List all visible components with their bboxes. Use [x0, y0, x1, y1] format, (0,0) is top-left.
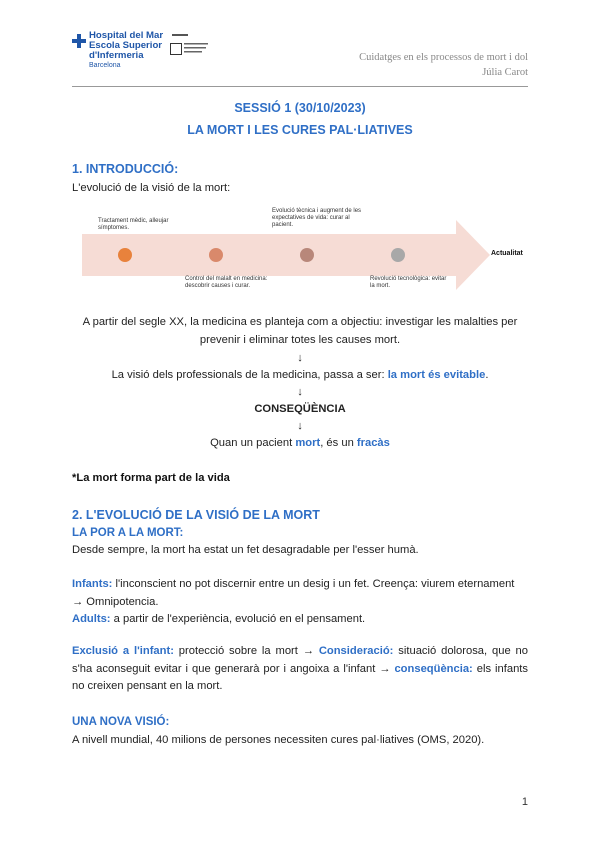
timeline-label-2: Control del malalt en medicina: descobrir causes i curar.	[185, 276, 268, 289]
course-title: Cuidatges en els processos de mort i dol	[359, 52, 528, 63]
exclusion-paragraph	[72, 643, 528, 696]
session-title: SESSIÓ 1 (30/10/2023)	[234, 101, 366, 115]
exclusion-text-3: els infants no creixen pensant en la mort.	[72, 662, 528, 692]
exclusion-text-1: protecció sobre la mort →	[173, 645, 319, 657]
partner-logo-mark	[170, 33, 214, 57]
vision-text: La visió dels professionals de la medicina, passa a ser:	[111, 369, 388, 381]
new-vision-subheading: UNA NOVA VISIÓ:	[72, 716, 170, 728]
header-divider	[72, 86, 528, 87]
down-arrow-2: ↓	[297, 386, 303, 398]
logo-line-2: Escola Superior	[89, 40, 163, 51]
timeline-intro: L'evolució de la visió de la mort:	[72, 182, 231, 194]
logo-city: Barcelona	[89, 62, 121, 69]
timeline-dot-4	[391, 248, 405, 262]
fear-paragraph: Desde sempre, la mort ha estat un fet desagradable per l'esser humà.	[72, 544, 419, 556]
timeline-label-1: Tractament mèdic, alleujar símptomes.	[98, 218, 169, 231]
consideration-label: Consideració:	[318, 645, 394, 657]
partner-logo	[170, 33, 214, 57]
failure-text: Quan un pacient	[210, 437, 296, 449]
down-arrow-1: ↓	[297, 352, 303, 364]
vision-period: .	[485, 369, 489, 381]
timeline-dot-2	[209, 248, 223, 262]
page-number: 1	[521, 796, 528, 808]
failure-paragraph	[72, 435, 528, 453]
timeline-dot-3	[300, 248, 314, 262]
failure-highlight: fracàs	[356, 437, 390, 449]
logo-line-3: d'Infermeria	[89, 50, 144, 61]
new-vision-paragraph: A nivell mundial, 40 milions de persones necessiten cures pal·liatives (OMS, 2020).	[72, 734, 485, 746]
adults-label: Adults:	[72, 613, 111, 625]
consequence-inline-label: conseqüència:	[394, 662, 473, 675]
timeline-dot-1	[118, 248, 132, 262]
infants-text: l'inconscient no pot discernir entre un desig i un fet. Creença: viurem eternament → Omnipotencia.	[72, 578, 515, 608]
fear-subheading: LA POR A LA MORT:	[72, 527, 184, 539]
logo-line-1: Hospital del Mar	[89, 30, 164, 41]
logo-text	[89, 31, 163, 71]
exclusion-label: Exclusió a l'infant:	[72, 645, 174, 657]
adults-text: a partir de l'experiència, evolució en el pensament.	[110, 613, 366, 625]
failure-mid: , és un	[320, 437, 357, 449]
author-name: Júlia Carot	[482, 67, 528, 78]
cross-icon	[72, 34, 86, 48]
section-2-heading: 2. L'EVOLUCIÓ DE LA VISIÓ DE LA MORT	[72, 508, 320, 522]
vision-highlight: la mort és evitable	[387, 369, 486, 381]
infants-paragraph	[72, 576, 528, 611]
note-text: *La mort forma part de la vida	[72, 472, 230, 484]
intro-paragraph: A partir del segle XX, la medicina es planteja com a objectiu: investigar les malalties per prevenir i eliminar totes les causes mort.	[82, 316, 518, 346]
adults-paragraph	[72, 611, 528, 629]
consequence-label: CONSEQÜÈNCIA	[254, 403, 346, 415]
running-header	[359, 50, 528, 80]
timeline-label-4: Revolució tecnològica: evitar la mort.	[370, 276, 447, 289]
timeline-end-label: Actualitat	[491, 250, 523, 257]
vision-paragraph	[72, 367, 528, 385]
section-1-heading: 1. INTRODUCCIÓ:	[72, 162, 179, 176]
timeline-label-3: Evolució tècnica i augment de les expectatives de vida: curar al pacient.	[272, 208, 362, 228]
infants-label: Infants:	[72, 578, 113, 590]
exclusion-text-2: situació dolorosa, que no s'ha aconseguit evitar i que generarà por i angoixa a l'infant →	[72, 645, 528, 675]
down-arrow-3: ↓	[297, 420, 303, 432]
topic-title: LA MORT I LES CURES PAL·LIATIVES	[187, 123, 413, 137]
death-highlight: mort	[295, 437, 321, 449]
